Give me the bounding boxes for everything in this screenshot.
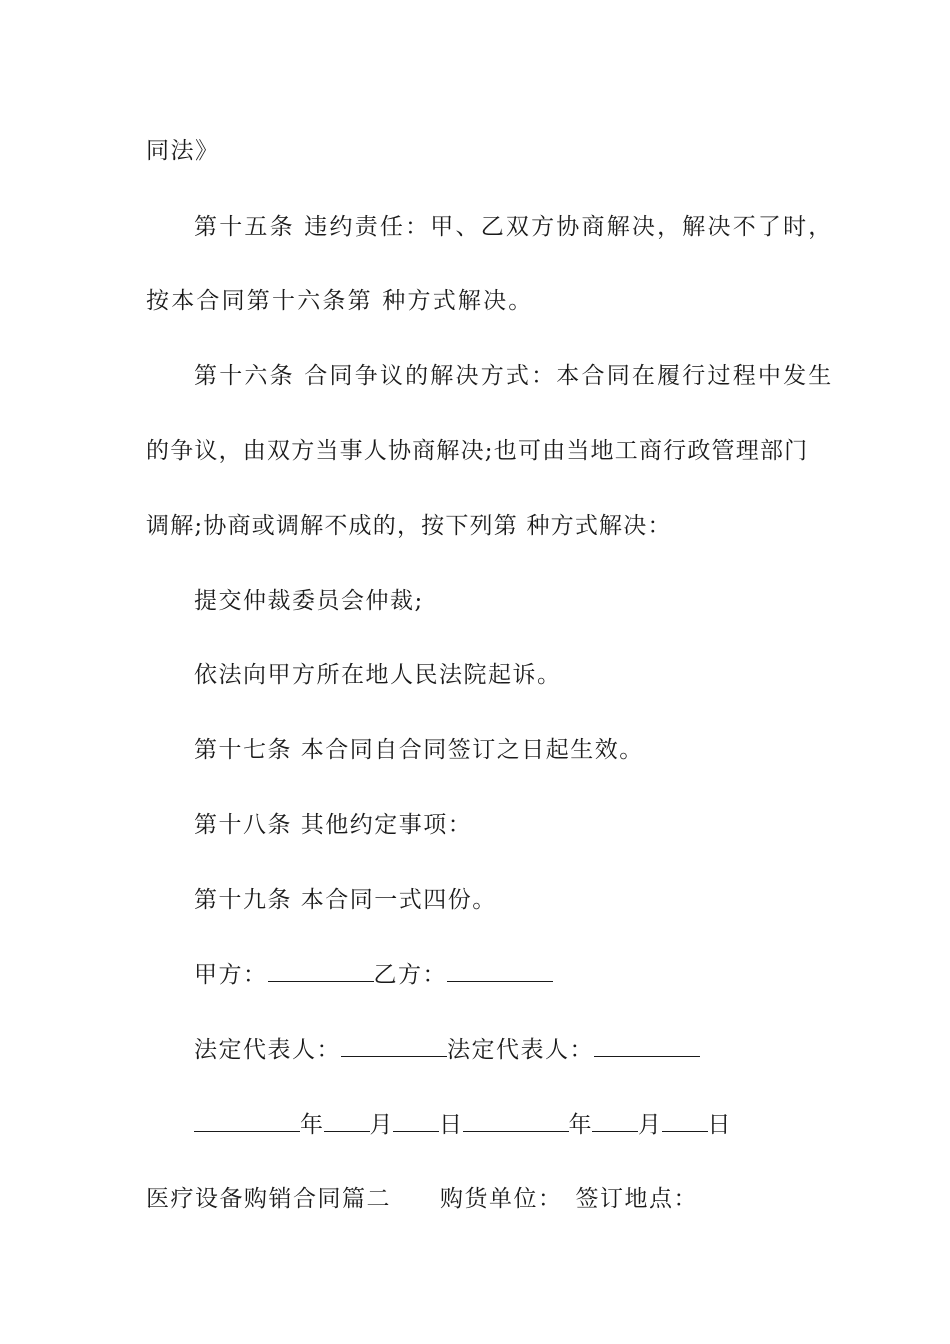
month-label: 月 [638,1112,662,1138]
text-line: 同法》 [146,138,220,164]
date-line [194,1109,731,1140]
article-15: 第十五条 违约责任：甲、乙双方协商解决，解决不了时， [194,214,834,240]
day-label: 日 [439,1112,463,1138]
day-label: 日 [707,1112,731,1138]
rep-b-label: 法定代表人： [447,1037,594,1063]
next-section-heading: 医疗设备购销合同篇二 购货单位： 签订地点： [146,1186,698,1212]
rep-b-blank [594,1034,700,1057]
day-b-blank [662,1109,708,1132]
month-b-blank [592,1109,638,1132]
article-19: 第十九条 本合同一式四份。 [194,887,497,913]
representative-line [194,1034,700,1065]
option-arbitration: 提交仲裁委员会仲裁; [194,588,424,614]
party-b-blank [447,959,553,982]
year-label: 年 [300,1112,324,1138]
day-a-blank [393,1109,439,1132]
text-line: 调解;协商或调解不成的，按下列第 种方式解决： [146,513,672,539]
article-17: 第十七条 本合同自合同签订之日起生效。 [194,737,644,763]
text-line: 按本合同第十六条第 种方式解决。 [146,288,534,314]
party-a-blank [268,959,374,982]
article-18: 第十八条 其他约定事项： [194,812,473,838]
text-line: 的争议，由双方当事人协商解决;也可由当地工商行政管理部门 [146,438,809,464]
party-line [194,959,553,990]
year-label: 年 [568,1112,592,1138]
party-b-label: 乙方： [373,962,447,988]
year-b-blank [463,1109,569,1132]
month-a-blank [324,1109,370,1132]
rep-a-blank [341,1034,447,1057]
month-label: 月 [369,1112,393,1138]
option-court: 依法向甲方所在地人民法院起诉。 [194,662,562,688]
rep-a-label: 法定代表人： [194,1037,341,1063]
party-a-label: 甲方： [194,962,268,988]
year-a-blank [194,1109,300,1132]
article-16: 第十六条 合同争议的解决方式：本合同在履行过程中发生 [194,363,834,389]
